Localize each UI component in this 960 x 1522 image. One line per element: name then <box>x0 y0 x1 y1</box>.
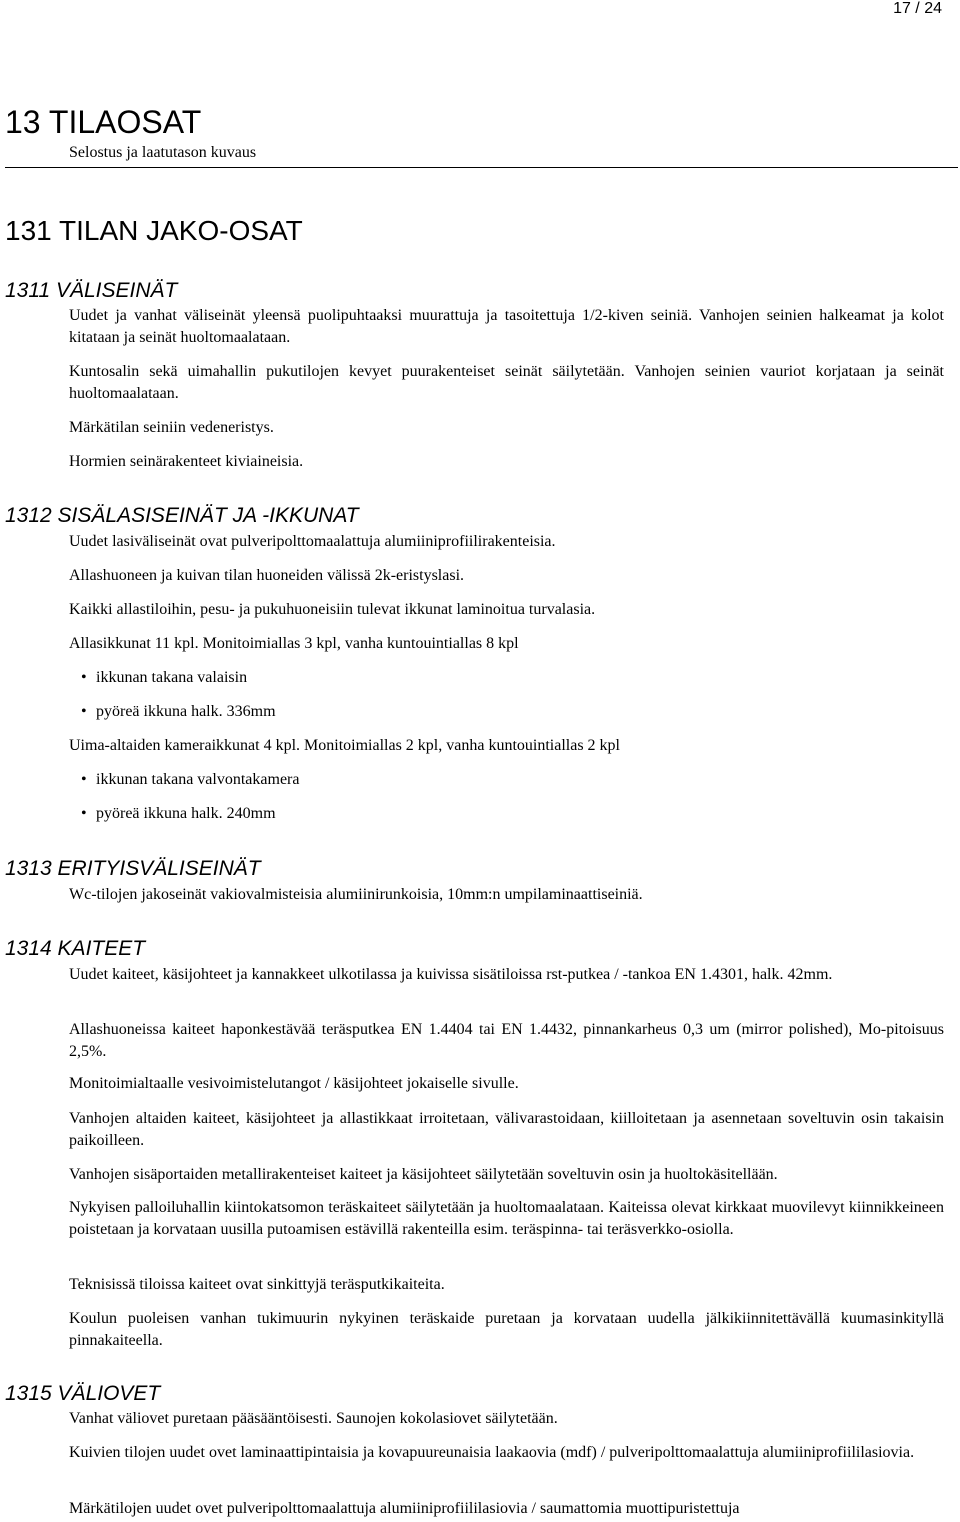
section-heading-1313: 1313 ERITYISVÄLISEINÄT <box>5 857 261 880</box>
paragraph: Allashuoneissa kaiteet haponkestävää teräsputkea EN 1.4404 tai EN 1.4432, pinnankarheus 0,3 um (mirror polished), Mo-pitoisuus 2,5%. <box>69 1021 944 1060</box>
title-divider <box>5 167 958 168</box>
paragraph: Uima-altaiden kameraikkunat 4 kpl. Monitoimiallas 2 kpl, vanha kuntouintiallas 2 kpl <box>69 737 620 754</box>
paragraph: Uudet lasiväliseinät ovat pulveripolttomaalattuja alumiiniprofiilirakenteisia. <box>69 533 556 550</box>
paragraph: Allashuoneen ja kuivan tilan huoneiden välissä 2k-eristyslasi. <box>69 567 465 584</box>
paragraph: Märkätilan seiniin vedeneristys. <box>69 419 274 436</box>
section-heading-1312: 1312 SISÄLASISEINÄT JA -IKKUNAT <box>5 504 359 527</box>
list-item: • ikkunan takana valaisin <box>96 667 247 689</box>
list-item: • pyöreä ikkuna halk. 240mm <box>96 803 276 825</box>
paragraph: Allasikkunat 11 kpl. Monitoimiallas 3 kpl, vanha kuntouintiallas 8 kpl <box>69 635 519 652</box>
paragraph: Kaikki allastiloihin, pesu- ja pukuhuoneisiin tulevat ikkunat laminoitua turvalasia. <box>69 601 596 618</box>
paragraph: Monitoimialtaalle vesivoimistelutangot / käsijohteet jokaiselle sivulle. <box>69 1075 519 1092</box>
paragraph: Vanhojen altaiden kaiteet, käsijohteet ja allastikkaat irroitetaan, välivarastoidaan, kiilloitetaan ja asennetaan soveltuvin osin takaisin paikoilleen. <box>69 1110 944 1149</box>
paragraph: Wc-tilojen jakoseinät vakiovalmisteisia alumiinirunkoisia, 10mm:n umpilaminaattiseiniä. <box>69 886 643 903</box>
paragraph: Teknisissä tiloissa kaiteet ovat sinkittyjä teräsputkikaiteita. <box>69 1276 445 1293</box>
chapter-heading: 131 TILAN JAKO-OSAT <box>5 215 303 246</box>
paragraph: Kuntosalin sekä uimahallin pukutilojen kevyet puurakenteiset seinät säilytetään. Vanhojen seinien vauriot korjataan ja seinät huoltomaalataan. <box>69 363 944 402</box>
section-heading-1315: 1315 VÄLIOVET <box>5 1382 161 1405</box>
paragraph: Vanhat väliovet puretaan pääsääntöisesti. Saunojen kokolasiovet säilytetään. <box>69 1410 558 1427</box>
paragraph: Hormien seinärakenteet kiviaineisia. <box>69 453 304 470</box>
paragraph: Nykyisen palloiluhallin kiintokatsomon teräskaiteet säilytetään ja huoltomaalataan. Kaiteissa olevat kirkkaat muovilevyt kiinnikkeineen poistetaan ja korvataan uusilla putoamisen estävillä rakenteilla esim. teräspinna- tai teräsverkko-osiolla. <box>69 1199 944 1238</box>
page-number: 17 / 24 <box>893 0 942 17</box>
page-title: 13 TILAOSAT <box>5 104 202 140</box>
paragraph: Kuivien tilojen uudet ovet laminaattipintaisia ja kovapuureunaisia laakaovia (mdf) / pulveripolttomaalattuja alumiiniprofiililasiovia. <box>69 1444 915 1461</box>
paragraph: Uudet ja vanhat väliseinät yleensä puolipuhtaaksi muurattuja ja tasoitettuja 1/2-kiven seiniä. Vanhojen seinien halkeamat ja kolot kitataan ja seinät huoltomaalataan. <box>69 307 944 346</box>
section-heading-1311: 1311 VÄLISEINÄT <box>5 279 178 302</box>
paragraph: Uudet kaiteet, käsijohteet ja kannakkeet ulkotilassa ja kuivissa sisätiloissa rst-putkea / -tankoa EN 1.4301, halk. 42mm. <box>69 966 833 983</box>
paragraph: Vanhojen sisäportaiden metallirakenteiset kaiteet ja käsijohteet säilytetään soveltuvin osin ja huoltokäsitellään. <box>69 1166 778 1183</box>
list-item: • ikkunan takana valvontakamera <box>96 769 299 791</box>
paragraph: Märkätilojen uudet ovet pulveripolttomaalattuja alumiiniprofiililasiovia / saumattomia muottipuristettuja <box>69 1500 740 1517</box>
list-item: • pyöreä ikkuna halk. 336mm <box>96 701 276 723</box>
page-subtitle: Selostus ja laatutason kuvaus <box>69 144 257 161</box>
section-heading-1314: 1314 KAITEET <box>5 937 146 960</box>
paragraph: Koulun puoleisen vanhan tukimuurin nykyinen teräskaide puretaan ja korvataan uudella jälkikiinnitettävällä kuumasinkityllä pinnakaiteella. <box>69 1310 944 1349</box>
